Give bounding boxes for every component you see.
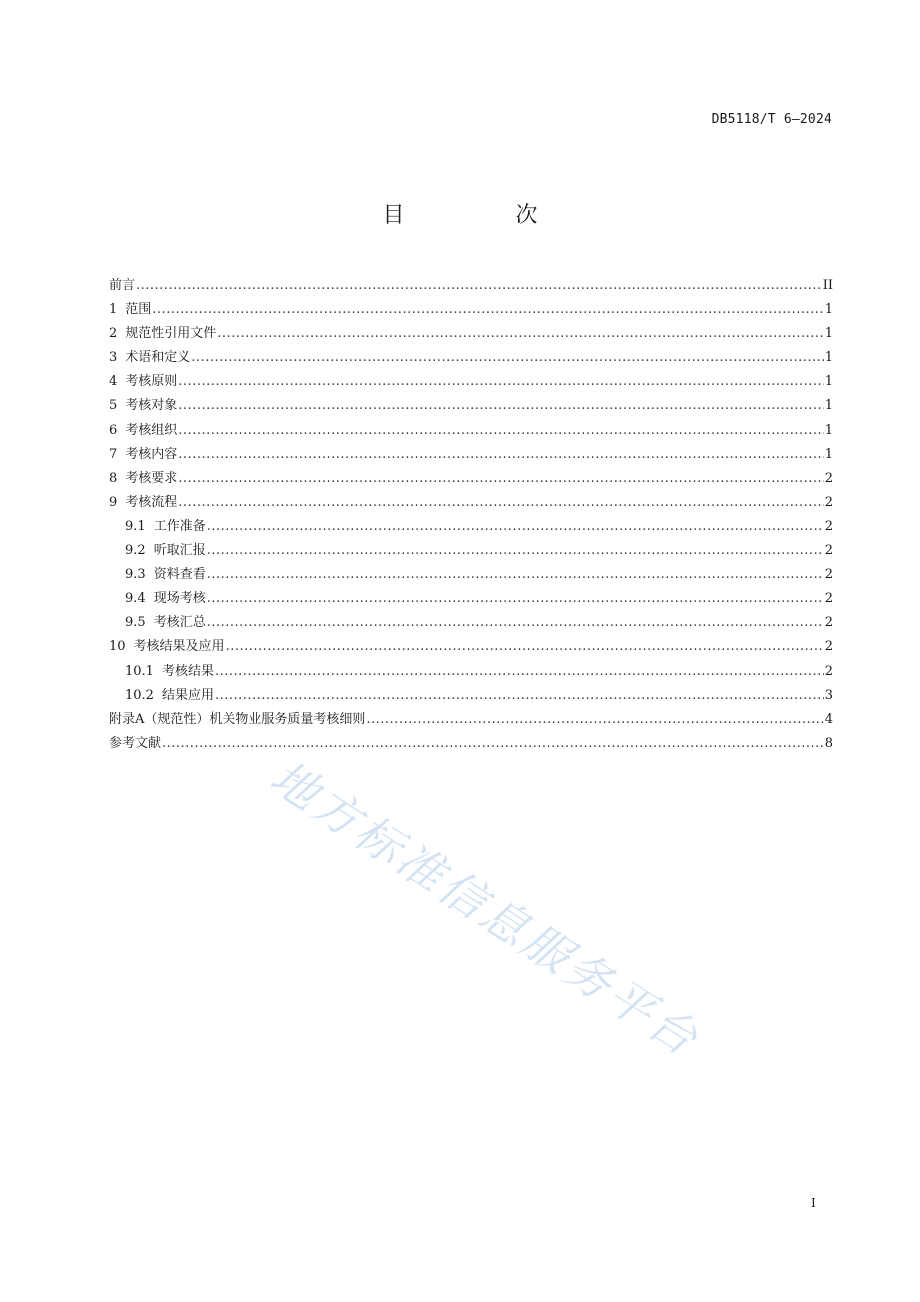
toc-entry-page: 8 — [824, 735, 833, 751]
toc-entry-label: 工作准备 — [153, 518, 206, 534]
toc-entry-number: 8 — [109, 470, 118, 486]
toc-entry-label: 前言 — [109, 278, 136, 293]
toc-entry-label: 考核内容 — [125, 446, 178, 462]
toc-entry-page: 1 — [824, 446, 833, 462]
toc-dot-leader — [207, 565, 824, 585]
toc-entry-page: 2 — [824, 494, 833, 510]
toc-entry-number: 9.2 — [125, 543, 146, 559]
toc-entry-label: 附录A（规范性）机关物业服务质量考核细则 — [109, 711, 366, 727]
toc-entry-label: 参考文献 — [109, 735, 162, 751]
toc-entry-label: 考核汇总 — [153, 615, 206, 631]
toc-entry-number: 4 — [109, 374, 118, 390]
toc-entry[interactable] — [109, 589, 833, 613]
toc-entry-page: 1 — [824, 398, 833, 414]
toc-dot-leader — [178, 421, 823, 441]
document-code: DB5118/T 6—2024 — [711, 112, 832, 127]
toc-entry-label: 考核结果 — [161, 663, 214, 679]
toc-entry-page: 1 — [824, 422, 833, 438]
toc-entry-page: 4 — [824, 711, 833, 727]
toc-entry-page: 1 — [824, 350, 833, 366]
page-title: 目 次 — [382, 203, 590, 228]
table-of-contents — [109, 276, 833, 758]
toc-entry-label: 范围 — [125, 302, 152, 318]
toc-entry[interactable] — [109, 734, 833, 758]
toc-entry-label: 考核对象 — [125, 398, 178, 414]
toc-entry-number: 5 — [109, 398, 118, 414]
toc-entry-number: 9.1 — [125, 518, 146, 534]
toc-dot-leader — [215, 662, 824, 682]
toc-dot-leader — [191, 348, 823, 368]
toc-entry[interactable] — [109, 324, 833, 348]
toc-entry-label: 资料查看 — [153, 567, 206, 583]
toc-entry-label: 听取汇报 — [153, 543, 206, 559]
toc-entry[interactable] — [109, 421, 833, 445]
toc-dot-leader — [207, 613, 824, 633]
toc-entry[interactable] — [109, 493, 833, 517]
toc-entry[interactable] — [109, 517, 833, 541]
toc-entry-number: 1 — [109, 302, 118, 318]
toc-entry[interactable] — [109, 637, 833, 661]
toc-dot-leader — [207, 541, 824, 561]
toc-entry-page: 2 — [824, 663, 833, 679]
toc-entry-number: 6 — [109, 422, 118, 438]
toc-entry-number: 10.1 — [125, 663, 154, 679]
toc-entry-page: 1 — [824, 302, 833, 318]
toc-dot-leader — [136, 276, 822, 296]
toc-entry-number: 9 — [109, 494, 118, 510]
toc-entry-label: 现场考核 — [153, 591, 206, 607]
toc-entry-number: 9.4 — [125, 591, 146, 607]
toc-dot-leader — [207, 589, 824, 609]
toc-entry-label: 考核流程 — [125, 494, 178, 510]
toc-entry[interactable] — [109, 710, 833, 734]
toc-entry[interactable] — [109, 541, 833, 565]
toc-dot-leader — [178, 396, 823, 416]
toc-dot-leader — [217, 324, 823, 344]
toc-dot-leader — [152, 300, 823, 320]
toc-dot-leader — [178, 445, 823, 465]
toc-entry-number: 9.3 — [125, 567, 146, 583]
toc-entry[interactable] — [109, 276, 833, 300]
toc-entry[interactable] — [109, 445, 833, 469]
toc-dot-leader — [207, 517, 824, 537]
toc-dot-leader — [178, 469, 823, 489]
toc-dot-leader — [178, 493, 823, 513]
toc-dot-leader — [215, 686, 824, 706]
toc-entry[interactable] — [109, 300, 833, 324]
toc-entry[interactable] — [109, 348, 833, 372]
toc-entry[interactable] — [109, 396, 833, 420]
toc-entry-number: 10.2 — [125, 687, 154, 703]
toc-dot-leader — [226, 637, 824, 657]
toc-entry-page: 2 — [824, 518, 833, 534]
toc-entry-label: 术语和定义 — [125, 350, 191, 366]
toc-entry[interactable] — [109, 565, 833, 589]
toc-entry[interactable] — [109, 662, 833, 686]
watermark: 地方标准信息服务平台 — [260, 749, 710, 1068]
toc-entry-number: 7 — [109, 446, 118, 462]
toc-entry-page: 2 — [824, 615, 833, 631]
toc-entry[interactable] — [109, 613, 833, 637]
toc-entry-page: 2 — [824, 470, 833, 486]
toc-entry-number: 9.5 — [125, 615, 146, 631]
page-number: I — [811, 1196, 816, 1210]
toc-entry-label: 考核要求 — [125, 470, 178, 486]
toc-entry[interactable] — [109, 372, 833, 396]
toc-entry-page: 1 — [824, 374, 833, 390]
toc-entry-page: 2 — [824, 591, 833, 607]
toc-dot-leader — [162, 734, 824, 754]
toc-dot-leader — [178, 372, 823, 392]
toc-entry-label: 规范性引用文件 — [125, 326, 217, 342]
toc-entry-page: 2 — [824, 567, 833, 583]
toc-entry-label: 结果应用 — [161, 687, 214, 703]
toc-entry-page: 2 — [824, 639, 833, 655]
toc-entry-page: 3 — [824, 687, 833, 703]
toc-entry-label: 考核组织 — [125, 422, 178, 438]
toc-entry[interactable] — [109, 686, 833, 710]
toc-entry-page: 1 — [824, 326, 833, 342]
toc-entry[interactable] — [109, 469, 833, 493]
toc-entry-number: 10 — [109, 639, 126, 655]
toc-entry-number: 2 — [109, 326, 118, 342]
toc-entry-label: 考核原则 — [125, 374, 178, 390]
toc-entry-label: 考核结果及应用 — [133, 639, 225, 655]
toc-entry-page: 2 — [824, 543, 833, 559]
toc-entry-number: 3 — [109, 350, 118, 366]
toc-entry-page: II — [822, 278, 833, 293]
toc-dot-leader — [366, 710, 823, 730]
